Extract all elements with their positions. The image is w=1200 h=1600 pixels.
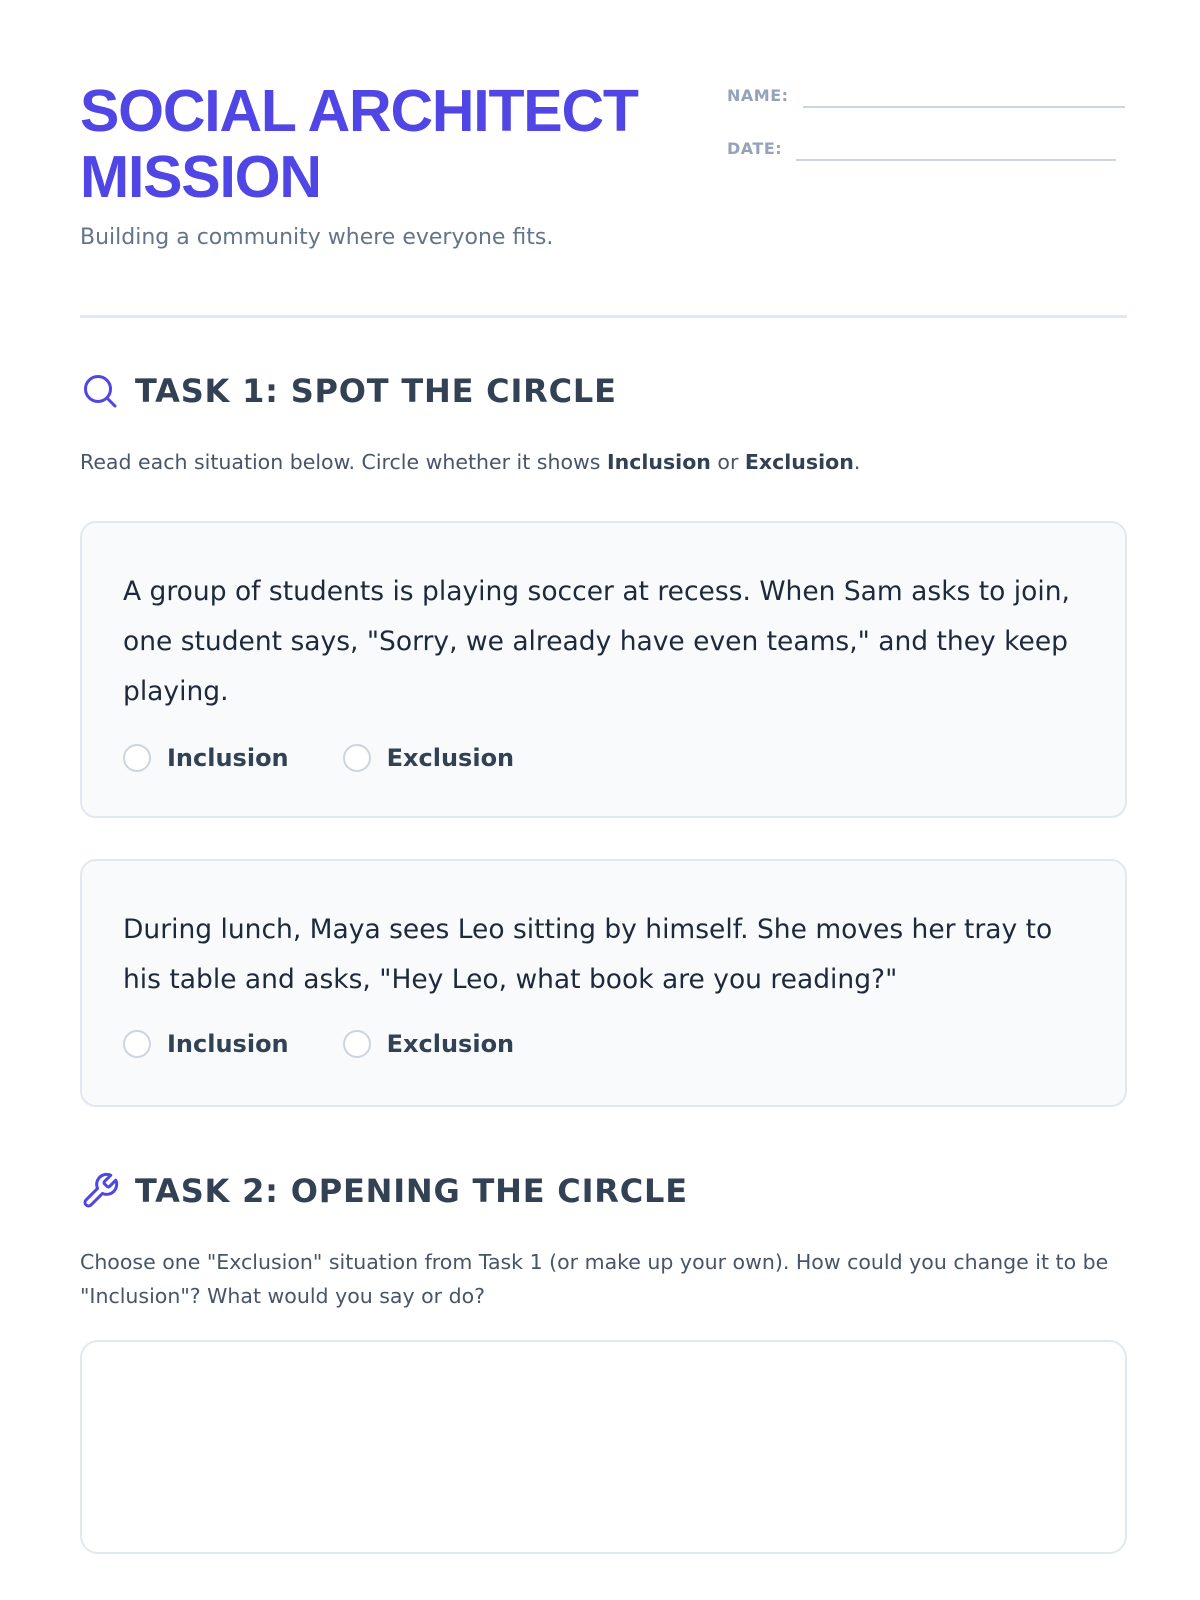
term-inclusion: Inclusion <box>606 450 711 474</box>
scenario-1-options <box>123 742 568 774</box>
instructions-text-end: . <box>853 450 861 474</box>
option-label: Exclusion <box>386 744 515 772</box>
term-exclusion: Exclusion <box>744 450 854 474</box>
page-subtitle: Building a community where everyone fits. <box>80 225 554 250</box>
scenario-1-text: A group of students is playing soccer at recess. When Sam asks to join, one student says, "Sorry, we already have even teams," and they keep playing. <box>123 576 1070 707</box>
scenario-2-options <box>123 1028 568 1060</box>
scenario-2-option-inclusion[interactable] <box>123 1028 289 1060</box>
date-write-line[interactable] <box>796 159 1116 161</box>
date-field[interactable] <box>727 139 1116 159</box>
radio-circle[interactable] <box>343 744 371 772</box>
instructions-text-middle: or <box>710 450 745 474</box>
name-label: NAME: <box>727 86 789 105</box>
name-write-line[interactable] <box>803 106 1125 108</box>
scenario-2-text: During lunch, Maya sees Leo sitting by himself. She moves her tray to his table and asks, "Hey Leo, what book are you reading?" <box>123 914 1053 995</box>
option-label: Inclusion <box>167 744 289 772</box>
task-1-instructions <box>80 445 860 479</box>
option-label: Inclusion <box>167 1030 289 1058</box>
title-line-1: SOCIAL ARCHITECT <box>80 78 638 144</box>
wrench-icon <box>80 1171 120 1211</box>
instructions-text-start: Read each situation below. Circle whether it shows <box>80 450 607 474</box>
option-label: Exclusion <box>386 1030 515 1058</box>
scenario-1-option-inclusion[interactable] <box>123 742 289 774</box>
task-2-instructions: Choose one "Exclusion" situation from Task 1 (or make up your own). How could you change it to be "Inclusion"? What would you say or do? <box>80 1250 1109 1308</box>
header-divider <box>80 315 1127 318</box>
search-icon <box>80 371 120 411</box>
radio-circle[interactable] <box>123 1030 151 1058</box>
scenario-2-option-exclusion[interactable] <box>343 1028 515 1060</box>
radio-circle[interactable] <box>343 1030 371 1058</box>
date-label: DATE: <box>727 139 783 158</box>
scenario-card-2 <box>80 859 1127 1107</box>
task-1-title: TASK 1: SPOT THE CIRCLE <box>135 372 617 410</box>
page-title <box>80 78 680 210</box>
title-line-2: MISSION <box>80 144 321 210</box>
radio-circle[interactable] <box>123 744 151 772</box>
name-field[interactable] <box>727 86 1125 106</box>
scenario-1-option-exclusion[interactable] <box>343 742 515 774</box>
task-2-heading <box>80 1171 688 1211</box>
task-2-answer-box[interactable] <box>80 1340 1127 1554</box>
task-1-heading <box>80 371 617 411</box>
scenario-card-1 <box>80 521 1127 818</box>
task-2-title: TASK 2: OPENING THE CIRCLE <box>135 1172 688 1210</box>
